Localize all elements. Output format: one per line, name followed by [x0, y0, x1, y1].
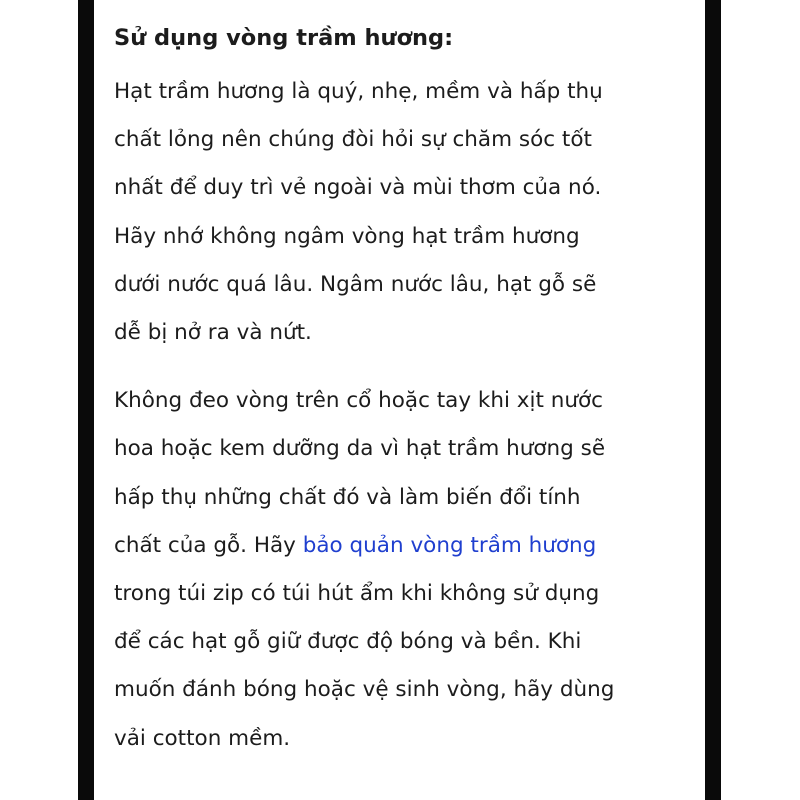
- article-content: [114, 14, 699, 763]
- text-line: hoa hoặc kem dưỡng da vì hạt trầm hương sẽ: [114, 436, 606, 462]
- text-line: trong túi zip có túi hút ẩm khi không sử dụng: [114, 581, 600, 607]
- text-line: Không đeo vòng trên cổ hoặc tay khi xịt nước: [114, 388, 603, 414]
- left-black-bar: [78, 0, 94, 800]
- text-line: dễ bị nở ra và nứt.: [114, 320, 312, 346]
- text-line: để các hạt gỗ giữ được độ bóng và bền. Khi: [114, 629, 582, 655]
- text-line: Hạt trầm hương là quý, nhẹ, mềm và hấp thụ: [114, 79, 603, 104]
- text-line: Hãy nhớ không ngâm vòng hạt trầm hương: [114, 223, 580, 249]
- text-line: chất lỏng nên chúng đòi hỏi sự chăm sóc tốt: [114, 127, 592, 153]
- text-line: hấp thụ những chất đó và làm biến đổi tính: [114, 484, 581, 510]
- storage-guide-link[interactable]: bảo quản vòng trầm hương: [302, 532, 597, 558]
- section-heading: Sử dụng vòng trầm hương:: [114, 25, 454, 51]
- paragraph-soaking: [114, 68, 699, 357]
- text-line: vải cotton mềm.: [114, 725, 291, 751]
- link-prefix-text: chất của gỗ. Hãy: [114, 532, 303, 558]
- paragraph-storage: [114, 377, 699, 763]
- text-line: dưới nước quá lâu. Ngâm nước lâu, hạt gỗ sẽ: [114, 271, 597, 297]
- right-black-bar: [705, 0, 721, 800]
- text-line-with-link: [114, 522, 699, 570]
- text-line: muốn đánh bóng hoặc vệ sinh vòng, hãy dùng: [114, 677, 615, 703]
- text-line: nhất để duy trì vẻ ngoài và mùi thơm của nó.: [114, 175, 602, 201]
